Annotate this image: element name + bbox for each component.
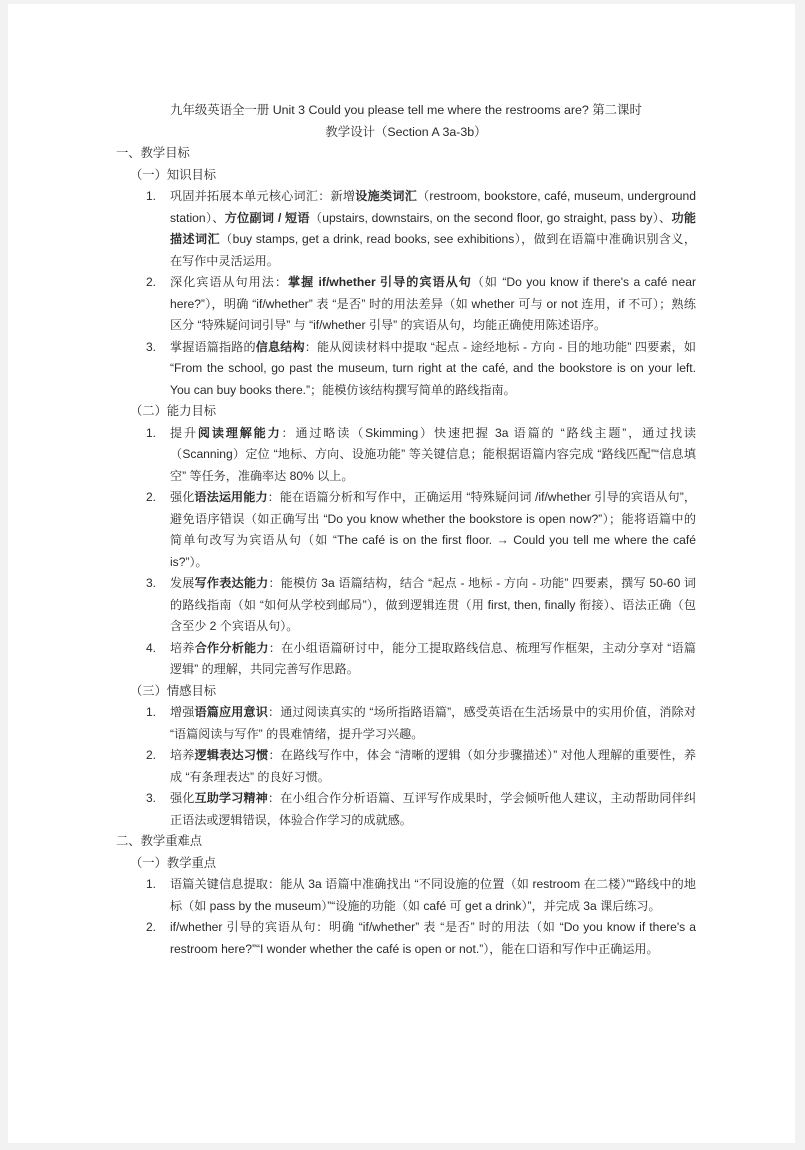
list-item-marker: 2. — [146, 920, 157, 934]
list-item-marker: 4. — [146, 640, 157, 655]
list-item — [116, 573, 696, 638]
emphasis-text: 信息结构 — [255, 339, 305, 354]
objective-list — [116, 423, 696, 681]
list-item-marker: 1. — [146, 425, 157, 440]
document-title-line-2: 教学设计（Section A 3a-3b） — [325, 124, 487, 139]
list-item-text — [170, 189, 696, 268]
list-item-text — [170, 791, 696, 827]
list-item — [116, 702, 696, 745]
list-item — [116, 487, 696, 573]
section-heading: 二、教学重难点 — [116, 834, 203, 848]
emphasis-text: 语篇应用意识 — [194, 705, 268, 719]
emphasis-text: 逻辑表达习惯 — [194, 748, 269, 762]
body-text: 语篇关键信息提取：能从 3a 语篇中准确找出 “不同设施的位置（如 restroom 在二楼）”“路线中的地标（如 pass by the museum）”“设施的功能（如 café 可 get a drink）”，并完成 3a 课后练习。 — [170, 877, 696, 913]
list-item-text — [170, 641, 696, 677]
list-item-marker: 2. — [146, 748, 157, 762]
body-text: 强化 — [170, 791, 195, 805]
body-text: 增强 — [170, 705, 195, 719]
list-item — [116, 874, 696, 917]
body-text: ：在小组语篇研讨中，能分工提取路线信息、梳理写作框架，主动分享对 “语篇逻辑” 的理解，共同完善写作思路。 — [170, 640, 696, 676]
objective-list — [116, 874, 696, 960]
subsection-heading: （一）知识目标 — [130, 167, 217, 182]
list-item-text — [170, 705, 696, 741]
emphasis-text: 功能描述词汇 — [170, 210, 696, 246]
list-item — [116, 788, 696, 831]
subsection-heading: （一）教学重点 — [130, 855, 217, 870]
list-item-marker: 3. — [146, 791, 157, 805]
document-body — [116, 143, 696, 960]
objective-list — [116, 186, 696, 401]
list-item-text — [170, 275, 696, 332]
emphasis-text: 互助学习精神 — [194, 791, 268, 805]
list-item — [116, 917, 696, 960]
body-text: （upstairs, downstairs, on the second floor, go straight, pass by）、 — [309, 210, 672, 225]
subsection-heading: （二）能力目标 — [130, 404, 217, 418]
body-text: 培养 — [170, 748, 195, 762]
body-text: 强化 — [170, 490, 195, 504]
body-text: 提升 — [170, 425, 198, 440]
body-text: 发展 — [170, 576, 195, 590]
document-content — [116, 100, 696, 960]
list-item — [116, 745, 696, 788]
list-item — [116, 423, 696, 488]
body-text: （restroom, bookstore, café, museum, underground station）、 — [170, 189, 696, 225]
body-text: ：通过阅读真实的 “场所指路语篇”，感受英语在生活场景中的实用价值，消除对 “语篇阅读与写作” 的畏难情绪，提升学习兴趣。 — [170, 705, 696, 741]
document-page — [8, 4, 795, 1143]
document-title-line-1: 九年级英语全一册 Unit 3 Could you please tell me where the restrooms are? 第二课时 — [170, 103, 642, 117]
list-item-text — [170, 426, 696, 483]
list-item-marker: 2. — [146, 490, 157, 504]
list-item-marker: 3. — [146, 576, 157, 590]
objective-list — [116, 702, 696, 831]
list-item-text — [170, 748, 696, 784]
list-item-text — [170, 920, 696, 956]
body-text: ：通过略读（Skimming）快速把握 3a 语篇的 “路线主题”，通过找读（Scanning）定位 “地标、方向、设施功能” 等关键信息；能根据语篇内容完成 “路线匹配”“信息填空” 等任务，准确率达 80% 以上。 — [170, 425, 696, 483]
body-text: ：在路线写作中，体会 “清晰的逻辑（如分步骤描述）” 对他人理解的重要性，养成 “有条理表达” 的良好习惯。 — [170, 748, 696, 784]
body-text: ：能在语篇分析和写作中，正确运用 “特殊疑问词 /if/whether 引导的宾语从句”，避免语序错误（如正确写出 “Do you know whether the bookstore is open now?”）；能将语篇中的简单句改写为宾语从句（如 “The café is on the first floor. → Could you tell me where the café is?”）。 — [170, 490, 696, 569]
list-item — [116, 638, 696, 681]
emphasis-text: 语法运用能力 — [194, 490, 268, 504]
emphasis-text: 写作表达能力 — [194, 576, 269, 590]
body-text: 培养 — [170, 640, 195, 655]
list-item — [116, 186, 696, 272]
list-item-marker: 1. — [146, 877, 157, 891]
list-item — [116, 272, 696, 337]
emphasis-text: 合作分析能力 — [194, 640, 269, 655]
list-item-text — [170, 490, 696, 569]
section-heading: 一、教学目标 — [116, 146, 190, 160]
list-item-marker: 1. — [146, 705, 157, 719]
body-text: if/whether 引导的宾语从句：明确 “if/whether” 表 “是否” 时的用法（如 “Do you know if there's a restroom here?”“I wonder whether the café is open or not.”），能在口语和写作中正确运用。 — [170, 920, 696, 956]
body-text: 掌握语篇指路的 — [170, 339, 256, 354]
emphasis-text: 设施类词汇 — [355, 189, 418, 203]
list-item-text — [170, 340, 696, 397]
list-item-marker: 1. — [146, 189, 157, 203]
body-text: （如 “Do you know if there's a café near here?”），明确 “if/whether” 表 “是否” 时的用法差异（如 whether 可与 or not 连用，if 不可）；熟练区分 “特殊疑问词引导” 与 “if/whether 引导” 的宾语从句，均能正确使用陈述语序。 — [170, 275, 696, 332]
subsection-heading: （三）情感目标 — [130, 683, 217, 698]
list-item-text — [170, 877, 696, 913]
body-text: ：能从阅读材料中提取 “起点 - 途经地标 - 方向 - 目的地功能” 四要素，如 “From the school, go past the museum, turn right at the café, and the bookstore is on your left. You can buy books there.”；能模仿该结构撰写简单的路线指南。 — [170, 339, 696, 397]
body-text: 深化宾语从句用法： — [170, 275, 288, 289]
list-item-marker: 3. — [146, 339, 157, 354]
emphasis-text: 掌握 if/whether 引导的宾语从句 — [287, 275, 472, 289]
body-text: ：能模仿 3a 语篇结构，结合 “起点 - 地标 - 方向 - 功能” 四要素，撰写 50-60 词的路线指南（如 “如何从学校到邮局”），做到逻辑连贯（用 first, then, finally 衔接）、语法正确（包含至少 2 个宾语从句）。 — [170, 576, 696, 633]
body-text: （buy stamps, get a drink, read books, see exhibitions），做到在语篇中准确识别含义，在写作中灵活运用。 — [170, 232, 696, 268]
list-item-text — [170, 576, 696, 633]
document-title — [116, 100, 696, 143]
emphasis-text: 阅读理解能力 — [197, 425, 282, 440]
body-text: 巩固并拓展本单元核心词汇：新增 — [170, 189, 356, 203]
emphasis-text: 方位副词 / 短语 — [224, 210, 310, 225]
list-item — [116, 337, 696, 402]
body-text: ：在小组合作分析语篇、互评写作成果时，学会倾听他人建议，主动帮助同伴纠正语法或逻辑错误，体验合作学习的成就感。 — [170, 791, 696, 827]
list-item-marker: 2. — [146, 275, 157, 289]
